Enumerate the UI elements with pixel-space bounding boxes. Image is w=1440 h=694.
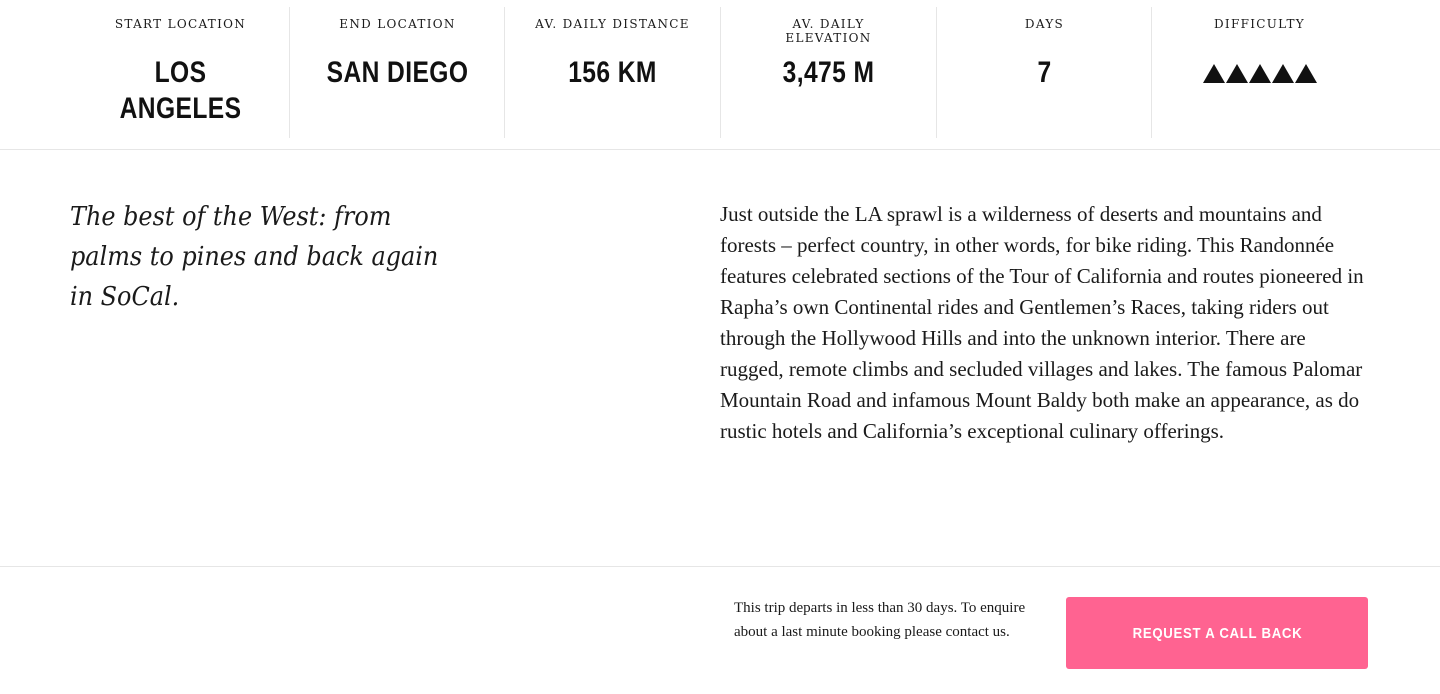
- triangle-icon: [1226, 64, 1248, 83]
- stat-label: DAYS: [1024, 17, 1065, 31]
- booking-notice: This trip departs in less than 30 days. To enquire about a last minute booking please contact us.: [734, 600, 1026, 640]
- stat-difficulty: [1151, 7, 1367, 138]
- stat-daily-elevation: [720, 7, 936, 138]
- triangle-icon: [1295, 64, 1317, 83]
- stat-value: LOS ANGELES: [119, 56, 242, 125]
- stat-start-location: [73, 7, 288, 138]
- trip-description: Just outside the LA sprawl is a wilderness of deserts and mountains and forests – perfect country, in other words, for bike riding. This Randonnée features celebrated sections of the Tour of California and routes pioneered in Rapha’s own Continental rides and Gentlemen’s Races, taking riders out through the Hollywood Hills and into the unknown interior. There are rugged, remote climbs and secluded villages and lakes. The famous Palomar Mountain Road and infamous Mount Baldy both make an appearance, as do rustic hotels and California’s exceptional culinary offerings.: [720, 202, 1364, 443]
- stat-end-location: [289, 7, 505, 138]
- stat-label: AV. DAILY DISTANCE: [535, 17, 690, 31]
- booking-divider: [0, 566, 1440, 567]
- stat-value: 7: [1037, 56, 1052, 89]
- stat-label: DIFFICULTY: [1214, 17, 1305, 31]
- trip-tagline: The best of the West: from palms to pines and back again in SoCal.: [70, 202, 439, 312]
- triangle-icon: [1203, 64, 1225, 83]
- stat-days: [936, 7, 1152, 138]
- triangle-icon: [1272, 64, 1294, 83]
- stat-label: END LOCATION: [339, 17, 456, 31]
- difficulty-rating: [1152, 64, 1367, 83]
- stat-value: 3,475 M: [782, 56, 875, 89]
- stat-value: 156 KM: [568, 56, 657, 89]
- stat-daily-distance: [504, 7, 720, 138]
- trip-stats-bar: [0, 0, 1440, 150]
- triangle-icon: [1249, 64, 1271, 83]
- request-call-back-label: REQUEST A CALL BACK: [1132, 624, 1302, 642]
- stat-label: START LOCATION: [114, 17, 247, 31]
- stat-value: SAN DIEGO: [326, 56, 469, 89]
- stat-label: AV. DAILY ELEVATION: [785, 17, 872, 45]
- request-call-back-button[interactable]: [1066, 597, 1368, 669]
